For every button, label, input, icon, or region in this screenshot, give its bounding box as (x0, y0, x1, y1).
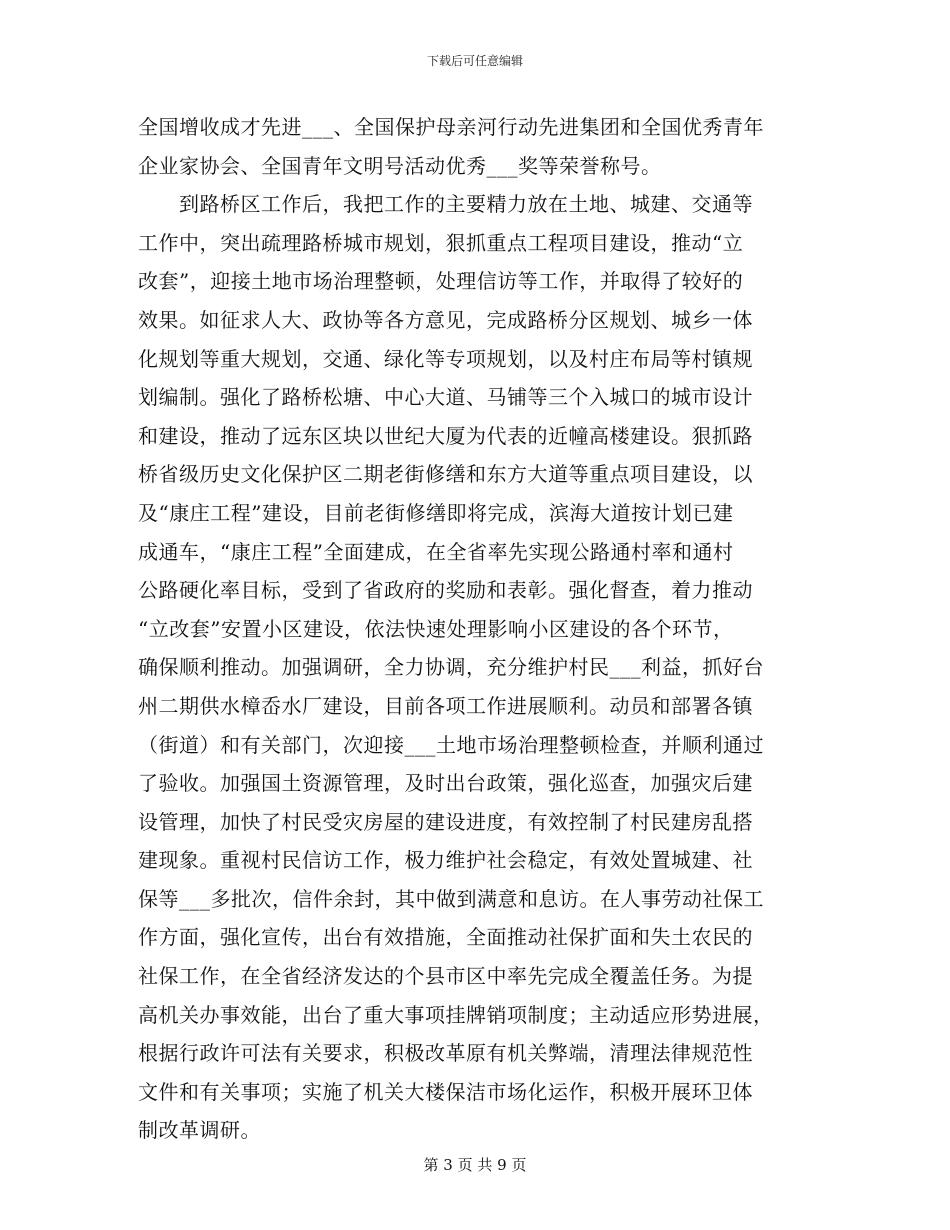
text-line: 划编制。强化了路桥松塘、中心大道、马铺等三个入城口的城市设计 (138, 385, 753, 410)
text-line: 文件和有关事项；实施了机关大楼保洁市场化运作，积极开展环卫体 (138, 1079, 753, 1104)
page-number: 第 3 页 共 9 页 (423, 1156, 527, 1174)
text-line: 制改革调研。 (138, 1118, 261, 1143)
text-line: 和建设，推动了远东区块以世纪大厦为代表的近幢高楼建设。狠抓路 (138, 423, 753, 448)
text-line: 保等___多批次，信件余封，其中做到满意和息访。在人事劳动社保工 (138, 886, 764, 911)
text-line: 桥省级历史文化保护区二期老街修缮和东方大道等重点项目建设，以 (138, 462, 753, 487)
text-line: 改套”，迎接土地市场治理整顿，处理信访等工作，并取得了较好的 (138, 269, 744, 294)
text-line: 作方面，强化宣传，出台有效措施，全面推动社保扩面和失土农民的 (138, 925, 753, 950)
text-line: 公路硬化率目标，受到了省政府的奖励和表彰。强化督查，着力推动 (138, 578, 753, 603)
text-line: 到路桥区工作后，我把工作的主要精力放在土地、城建、交通等 (138, 192, 753, 217)
text-line: 化规划等重大规划，交通、绿化等专项规划，以及村庄布局等村镇规 (138, 346, 753, 371)
text-line: 效果。如征求人大、政协等各方意见，完成路桥分区规划、城乡一体 (138, 307, 753, 332)
text-line: 及“康庄工程”建设，目前老街修缮即将完成，滨海大道按计划已建 (138, 500, 734, 525)
text-line: 高机关办事效能，出台了重大事项挂牌销项制度；主动适应形势进展， (138, 1002, 774, 1027)
text-line: 建现象。重视村民信访工作，极力维护社会稳定，有效处置城建、社 (138, 848, 753, 873)
text-line: （街道）和有关部门，次迎接___土地市场治理整顿检查，并顺利通过 (138, 732, 764, 757)
text-line: 州二期供水樟岙水厂建设，目前各项工作进展顺利。动员和部署各镇 (138, 693, 753, 718)
page-header: 下载后可任意编辑 (426, 54, 523, 68)
text-line: 企业家协会、全国青年文明号活动优秀___奖等荣誉称号。 (138, 153, 662, 178)
text-line: 成通车，“康庄工程”全面建成，在全省率先实现公路通村率和通村 (138, 539, 734, 564)
text-line: 了验收。加强国土资源管理，及时出台政策，强化巡查，加强灾后建 (138, 771, 753, 796)
text-line: 工作中，突出疏理路桥城市规划，狠抓重点工程项目建设，推动“立 (138, 230, 744, 255)
text-line: 社保工作，在全省经济发达的个县市区中率先完成全覆盖任务。为提 (138, 964, 753, 989)
text-line: 设管理，加快了村民受灾房屋的建设进度，有效控制了村民建房乱搭 (138, 809, 753, 834)
document-body (138, 108, 812, 1150)
text-line: 确保顺利推动。加强调研，全力协调，充分维护村民___利益，抓好台 (138, 655, 764, 680)
text-line: “立改套”安置小区建设，依法快速处理影响小区建设的各个环节， (138, 616, 734, 641)
text-line: 根据行政许可法有关要求，积极改革原有机关弊端，清理法律规范性 (138, 1041, 753, 1066)
text-line: 全国增收成才先进___、全国保护母亲河行动先进集团和全国优秀青年 (138, 115, 764, 139)
